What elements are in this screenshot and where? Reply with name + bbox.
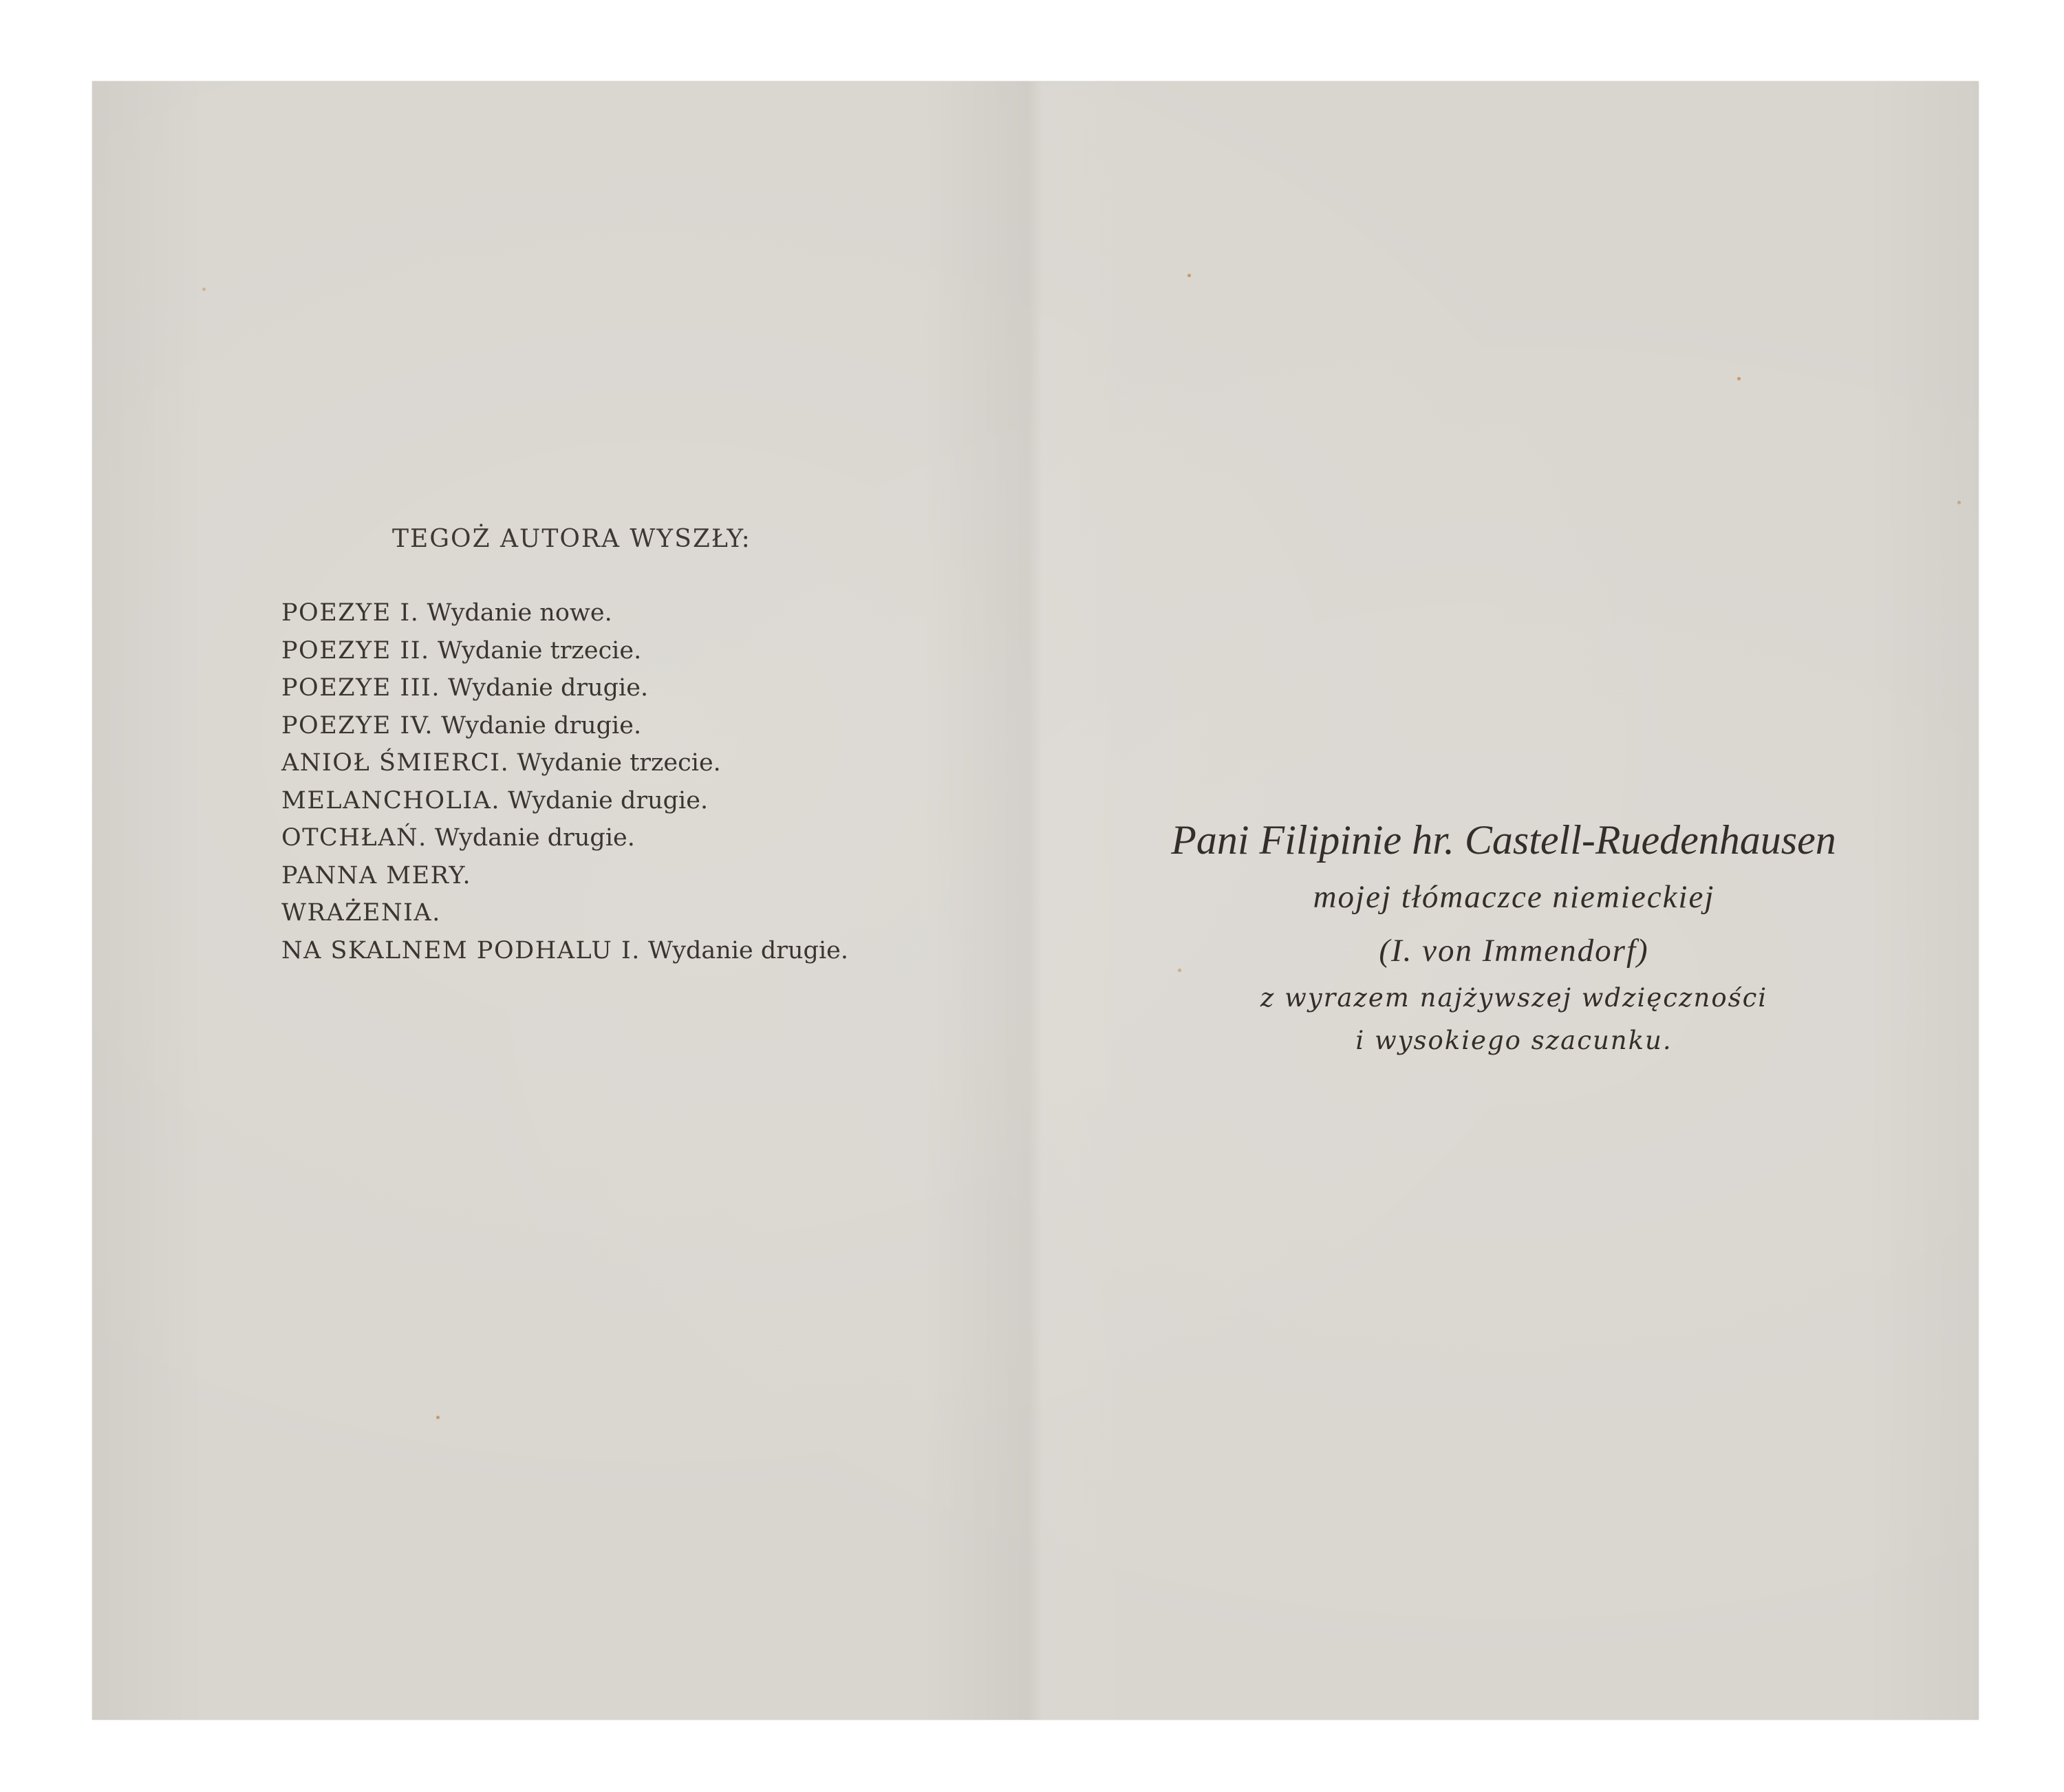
foxing-speck bbox=[436, 1416, 440, 1419]
foxing-speck bbox=[1187, 274, 1191, 277]
work-edition: Wydanie drugie. bbox=[434, 824, 635, 852]
work-edition: Wydanie drugie. bbox=[448, 674, 649, 702]
dedication-line-3: (I. von Immendorf) bbox=[1379, 933, 1649, 969]
list-item bbox=[281, 857, 848, 895]
right-page bbox=[1035, 81, 1979, 1720]
work-title: POEZYE II. bbox=[281, 636, 430, 665]
work-title: POEZYE IV. bbox=[281, 711, 434, 740]
list-item bbox=[281, 932, 848, 970]
dedication-line-5: i wysokiego szacunku. bbox=[1355, 1026, 1673, 1055]
dedication-line-4: z wyrazem najżywszej wdzięczności bbox=[1260, 983, 1768, 1013]
list-item bbox=[281, 782, 848, 820]
works-heading: TEGOŻ AUTORA WYSZŁY: bbox=[392, 525, 751, 553]
work-edition: Wydanie trzecie. bbox=[517, 749, 721, 777]
list-item bbox=[281, 669, 848, 707]
work-title: PANNA MERY. bbox=[281, 861, 472, 889]
work-title: POEZYE I. bbox=[281, 599, 420, 627]
work-title: WRAŻENIA. bbox=[281, 899, 441, 927]
foxing-speck bbox=[202, 288, 206, 291]
work-title: MELANCHOLIA. bbox=[281, 786, 500, 814]
list-item bbox=[281, 632, 848, 670]
work-edition: Wydanie drugie. bbox=[441, 711, 642, 740]
list-item bbox=[281, 707, 848, 745]
work-title: OTCHŁAŃ. bbox=[281, 824, 427, 852]
list-item bbox=[281, 819, 848, 857]
dedication bbox=[1035, 810, 1979, 1062]
dedication-line-1: Pani Filipinie hr. Castell-Ruedenhausen bbox=[1171, 817, 1836, 863]
foxing-speck bbox=[1178, 969, 1181, 972]
work-edition: Wydanie nowe. bbox=[427, 599, 612, 627]
work-edition: Wydanie drugie. bbox=[648, 936, 848, 964]
list-item bbox=[281, 594, 848, 632]
work-title: NA SKALNEM PODHALU I. bbox=[281, 936, 641, 964]
work-title: POEZYE III. bbox=[281, 674, 440, 702]
work-title: ANIOŁ ŚMIERCI. bbox=[281, 749, 510, 777]
book-spread bbox=[92, 81, 1979, 1720]
dedication-line-2: mojej tłómaczce niemieckiej bbox=[1313, 879, 1715, 915]
list-item bbox=[281, 894, 848, 932]
left-page bbox=[92, 81, 1035, 1720]
foxing-speck bbox=[1957, 501, 1961, 504]
work-edition: Wydanie drugie. bbox=[508, 786, 709, 814]
list-item bbox=[281, 744, 848, 782]
work-edition: Wydanie trzecie. bbox=[437, 636, 642, 665]
works-list bbox=[281, 594, 848, 969]
foxing-speck bbox=[1737, 377, 1741, 380]
